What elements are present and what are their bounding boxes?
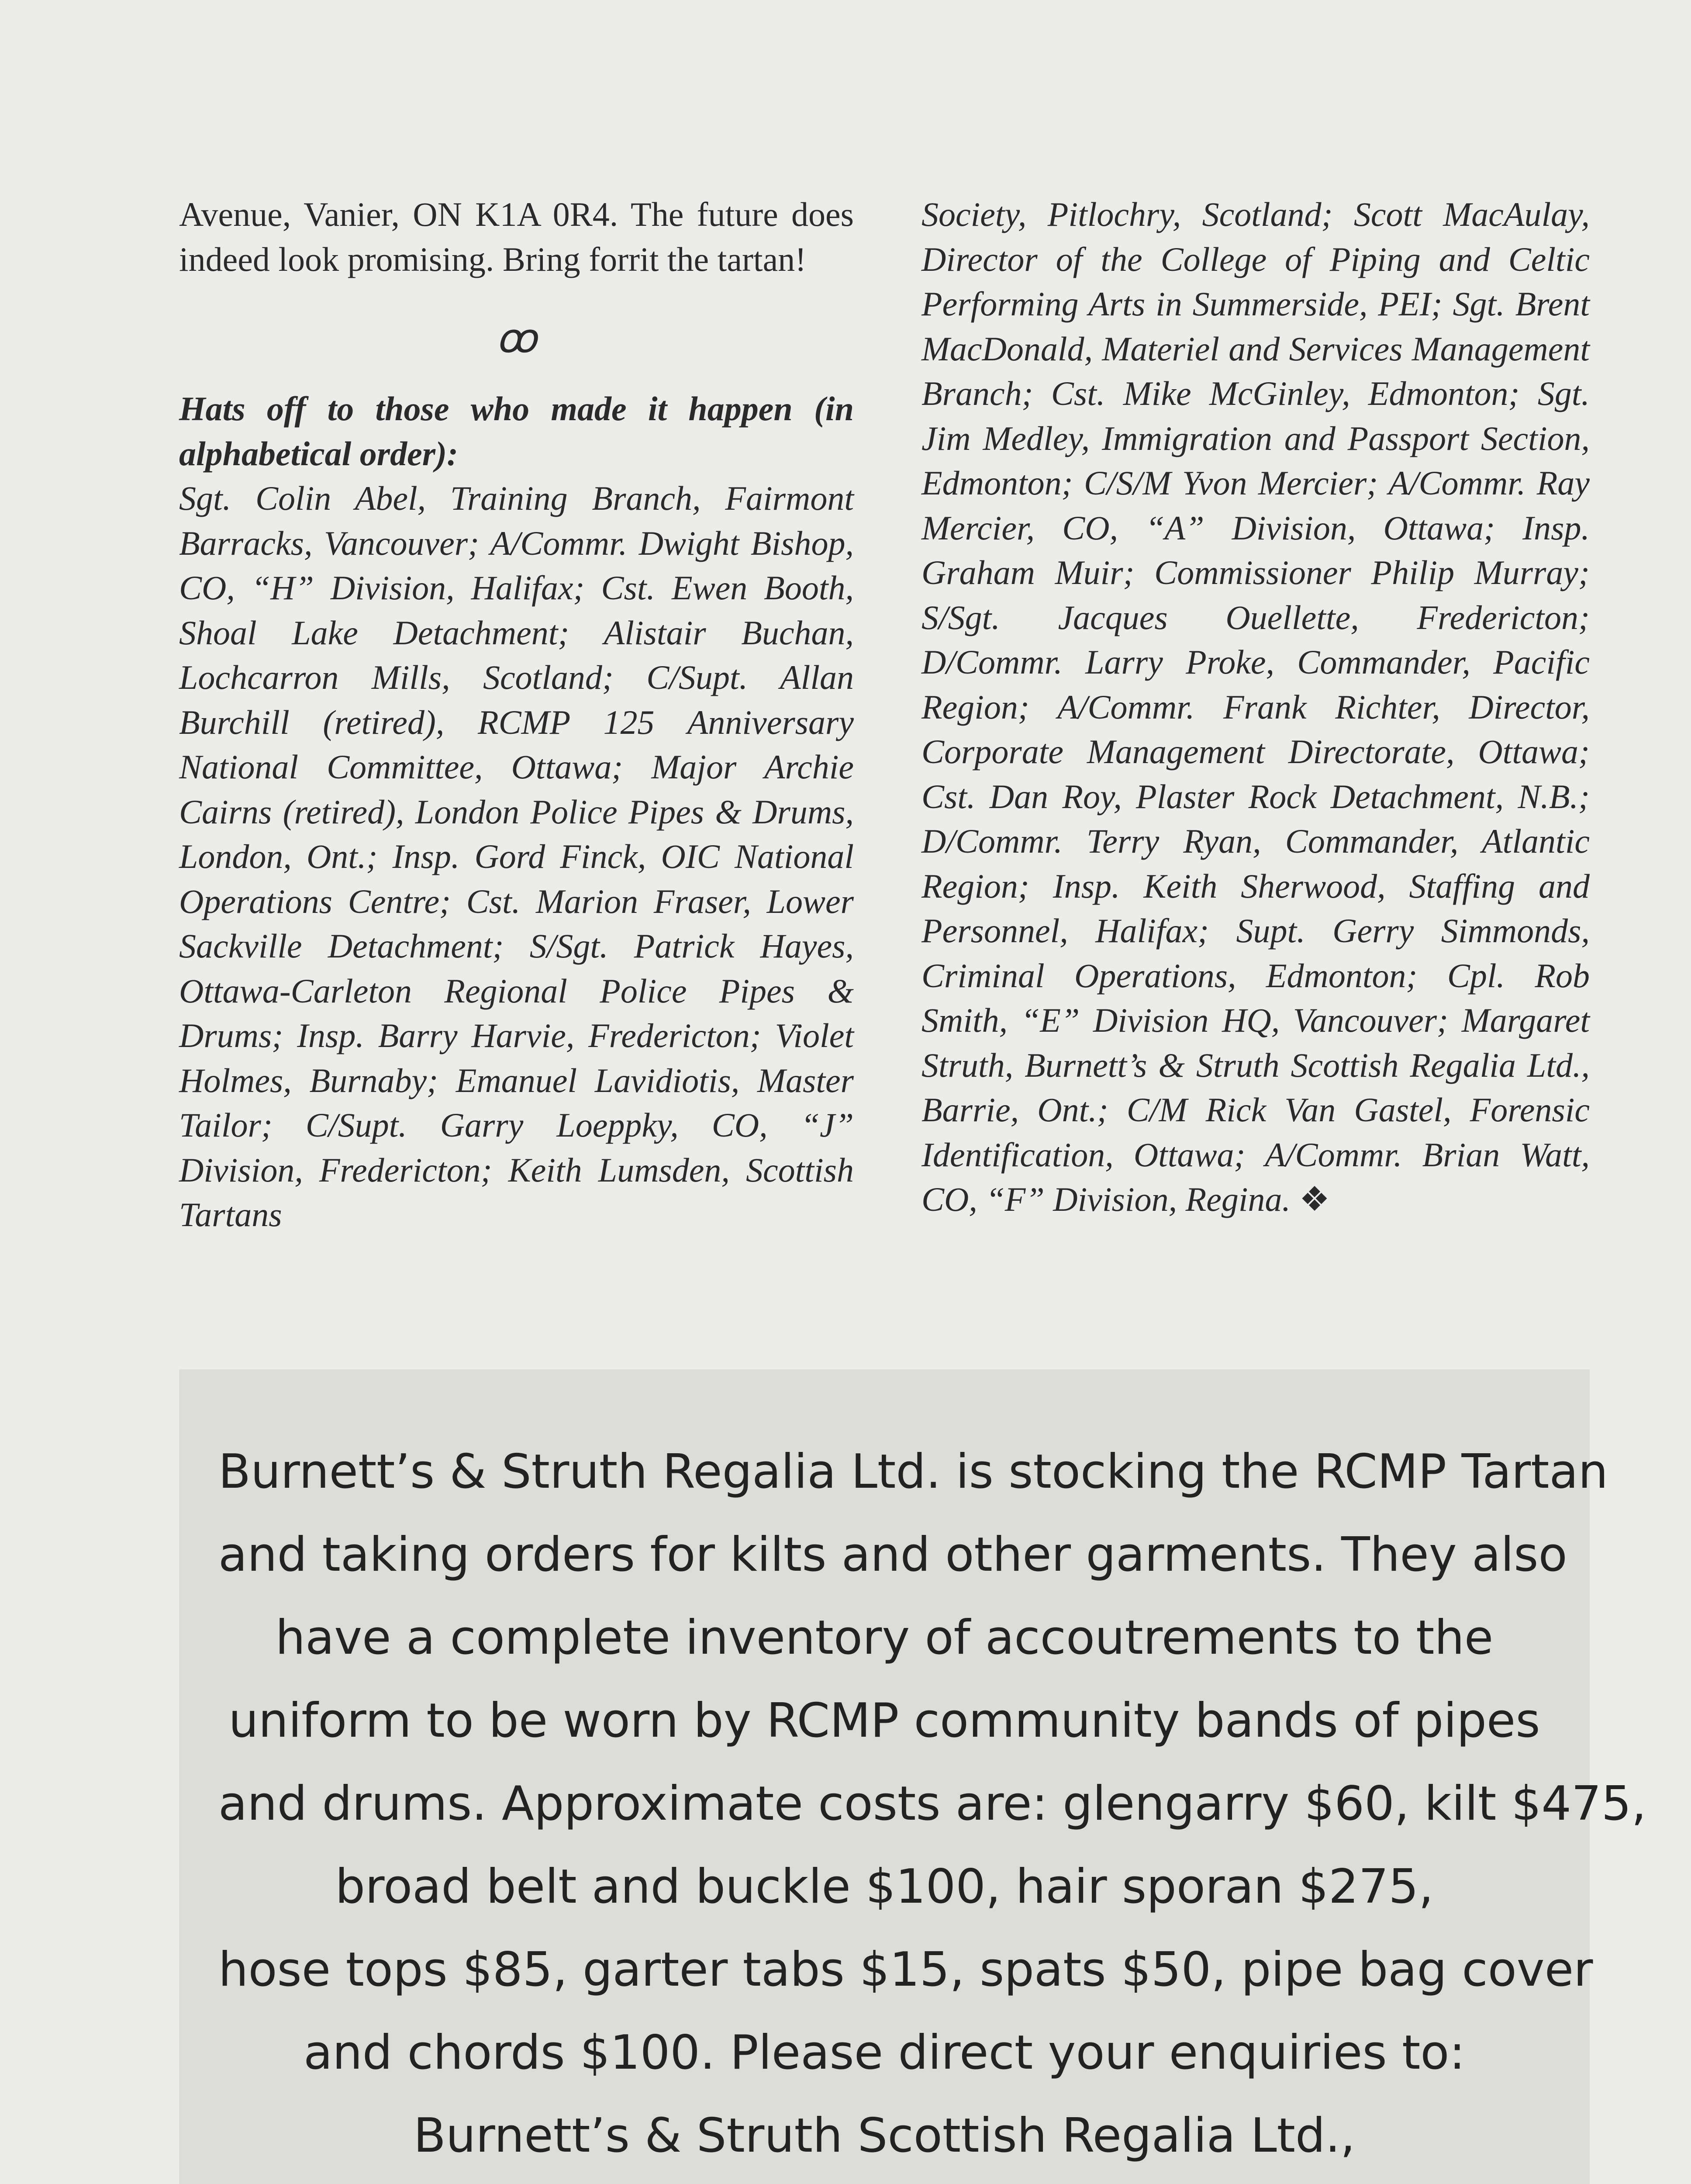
right-column	[921, 192, 1590, 1222]
announcement-line: and drums. Approximate costs are: glengarry $60, kilt $475,	[218, 1776, 1646, 1831]
announcement-line: and taking orders for kilts and other garments. They also	[218, 1527, 1567, 1582]
acknowledgements-list-part-2	[921, 192, 1590, 1222]
acknowledgements-heading: Hats off to those who made it happen (in alphabetical order):	[179, 390, 854, 473]
announcement-line: uniform to be worn by RCMP community bands of pipes	[228, 1693, 1540, 1748]
announcement-line: hose tops $85, garter tabs $15, spats $50, pipe bag cover	[218, 1942, 1593, 1997]
contact-company: Burnett’s & Struth Scottish Regalia Ltd.,	[413, 2108, 1356, 2163]
acknowledgements-list-part-1: Sgt. Colin Abel, Training Branch, Fairmont Barracks, Vancouver; A/Commr. Dwight Bishop, CO, “H” Division, Halifax; Cst. Ewen Booth, Shoal Lake Detachment; Alistair Buchan, Lochcarron Mills, Scotland; C/Supt. Allan Burchill (retired), RCMP 125 Anniversary National Committee, Ottawa; Major Archie Cairns (retired), London Police Pipes & Drums, London, Ont.; Insp. Gord Finck, OIC National Operations Centre; Cst. Marion Fraser, Lower Sackville Detachment; S/Sgt. Patrick Hayes, Ottawa-Carleton Regional Police Pipes & Drums; Insp. Barry Harvie, Fredericton; Violet Holmes, Burnaby; Emanuel Lavidiotis, Master Tailor; C/Supt. Garry Loeppky, CO, “J” Division, Fredericton; Keith Lumsden, Scottish Tartans	[179, 479, 854, 1234]
acknowledgements-text: Society, Pitlochry, Scotland; Scott MacAulay, Director of the College of Piping and Celtic Performing Arts in Summerside, PEI; Sgt. Brent MacDonald, Materiel and Services Management Branch; Cst. Mike McGinley, Edmonton; Sgt. Jim Medley, Immigration and Passport Section, Edmonton; C/S/M Yvon Mercier; A/Commr. Ray Mercier, CO, “A” Division, Ottawa; Insp. Graham Muir; Commissioner Philip Murray; S/Sgt. Jacques Ouellette, Fredericton; D/Commr. Larry Proke, Commander, Pacific Region; A/Commr. Frank Richter, Director, Corporate Management Directorate, Ottawa; Cst. Dan Roy, Plaster Rock Detachment, N.B.; D/Commr. Terry Ryan, Commander, Atlantic Region; Insp. Keith Sherwood, Staffing and Personnel, Halifax; Supt. Gerry Simmonds, Criminal Operations, Edmonton; Cpl. Rob Smith, “E” Division HQ, Vancouver; Margaret Struth, Burnett’s & Struth Scottish Regalia Ltd., Barrie, Ont.; C/M Rick Van Gastel, Forensic Identification, Ottawa; A/Commr. Brian Watt, CO, “F” Division, Regina.	[921, 195, 1590, 1218]
section-ornament: ꝏ	[496, 316, 537, 361]
announcement-line: and chords $100. Please direct your enquiries to:	[304, 2025, 1465, 2080]
contact-address	[218, 2177, 1550, 2184]
left-column	[179, 192, 854, 1237]
intro-paragraph: Avenue, Vanier, ON K1A 0R4. The future does indeed look promising. Bring forrit the tartan!	[179, 195, 854, 278]
announcement-line: broad belt and buckle $100, hair sporan $275,	[335, 1859, 1434, 1914]
announcement-line: Burnett’s & Struth Regalia Ltd. is stocking the RCMP Tartan	[218, 1444, 1608, 1499]
announcement-line: have a complete inventory of accoutrements to the	[275, 1610, 1494, 1665]
announcement-box	[179, 1369, 1646, 2184]
end-of-article-icon: ❖	[1299, 1180, 1330, 1218]
announcement-text	[218, 1431, 1646, 2184]
